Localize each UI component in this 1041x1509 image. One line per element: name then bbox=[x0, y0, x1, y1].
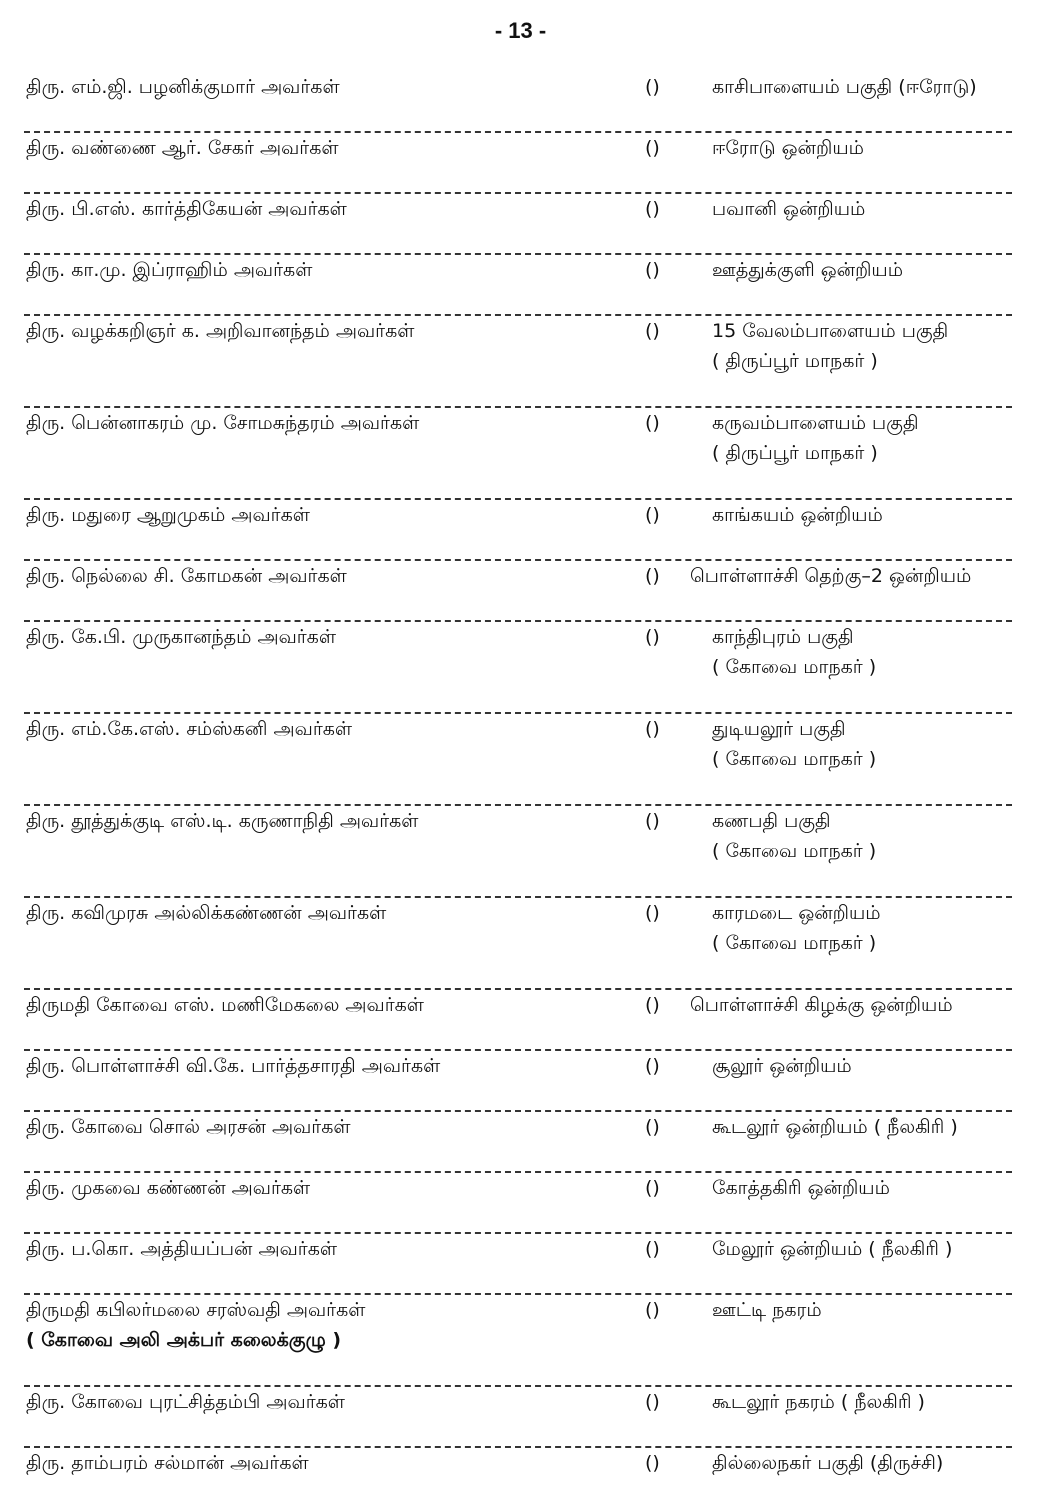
entry-row bbox=[0, 72, 1041, 133]
place-region: ( கோவை மாநகர் ) bbox=[712, 656, 877, 678]
entry-row bbox=[0, 500, 1041, 561]
place-name-text: பொள்ளாச்சி கிழக்கு ஒன்றியம் bbox=[690, 994, 953, 1016]
separator-mark: () bbox=[645, 1452, 660, 1474]
separator-mark: () bbox=[645, 1116, 660, 1138]
person-name bbox=[26, 1295, 365, 1355]
place-name-text: காசிபாளையம் பகுதி (ஈரோடு) bbox=[712, 76, 977, 98]
person-name bbox=[26, 1112, 351, 1142]
entry-row bbox=[0, 194, 1041, 255]
place-name bbox=[712, 72, 977, 102]
separator-mark: () bbox=[645, 902, 660, 924]
separator-mark: () bbox=[645, 1055, 660, 1077]
person-name-text: திரு. எம்.ஜி. பழனிக்குமார் அவர்கள் bbox=[26, 76, 340, 98]
place-name bbox=[690, 990, 953, 1020]
person-name-text: திருமதி கபிலர்மலை சரஸ்வதி அவர்கள் bbox=[26, 1299, 366, 1321]
separator-mark: () bbox=[645, 412, 660, 434]
page-number: - 13 - bbox=[494, 18, 547, 43]
entry-row bbox=[0, 133, 1041, 194]
entry-row bbox=[0, 1051, 1041, 1112]
person-name-text: திரு. நெல்லை சி. கோமகன் அவர்கள் bbox=[26, 565, 347, 587]
person-name bbox=[26, 316, 414, 346]
person-name-text: திரு. மதுரை ஆறுமுகம் அவர்கள் bbox=[26, 504, 310, 526]
place-name-text: மேலூர் ஒன்றியம் ( நீலகிரி ) bbox=[712, 1238, 953, 1260]
place-name bbox=[712, 622, 876, 682]
entry-row bbox=[0, 1448, 1041, 1509]
entry-row bbox=[0, 561, 1041, 622]
person-name bbox=[26, 408, 419, 438]
person-name-text: திரு. கோவை புரட்சித்தம்பி அவர்கள் bbox=[26, 1391, 345, 1413]
place-name-text: பொள்ளாச்சி தெற்கு–2 ஒன்றியம் bbox=[690, 565, 972, 587]
place-name bbox=[712, 133, 864, 163]
person-name-text: திரு. வண்ணை ஆர். சேகர் அவர்கள் bbox=[26, 137, 339, 159]
place-name-text: ஊத்துக்குளி ஒன்றியம் bbox=[712, 259, 904, 281]
separator-mark: () bbox=[645, 504, 660, 526]
place-region: ( கோவை மாநகர் ) bbox=[712, 840, 877, 862]
place-name bbox=[712, 500, 883, 530]
person-name bbox=[26, 133, 339, 163]
place-name-text: காங்கயம் ஒன்றியம் bbox=[712, 504, 883, 526]
place-region: ( கோவை மாநகர் ) bbox=[712, 748, 877, 770]
place-name bbox=[712, 1173, 890, 1203]
place-region: ( திருப்பூர் மாநகர் ) bbox=[712, 442, 878, 464]
separator-mark: () bbox=[645, 1391, 660, 1413]
person-name-text: திரு. பொள்ளாச்சி வி.கே. பார்த்தசாரதி அவர்கள் bbox=[26, 1055, 441, 1077]
person-name-text: திரு. வழக்கறிஞர் க. அறிவானந்தம் அவர்கள் bbox=[26, 320, 415, 342]
person-name bbox=[26, 72, 340, 102]
separator-mark: () bbox=[645, 565, 660, 587]
separator-mark: () bbox=[645, 810, 660, 832]
place-name-text: கூடலூர் நகரம் ( நீலகிரி ) bbox=[712, 1391, 925, 1413]
place-name bbox=[712, 1112, 958, 1142]
place-name bbox=[712, 408, 919, 468]
entry-row bbox=[0, 316, 1041, 408]
separator-mark: () bbox=[645, 994, 660, 1016]
person-name-text: திரு. தாம்பரம் சல்மான் அவர்கள் bbox=[26, 1452, 309, 1474]
place-region: ( திருப்பூர் மாநகர் ) bbox=[712, 350, 878, 372]
place-name-text: கூடலூர் ஒன்றியம் ( நீலகிரி ) bbox=[712, 1116, 958, 1138]
person-name-text: திரு. கா.மு. இப்ராஹிம் அவர்கள் bbox=[26, 259, 313, 281]
place-name-text: கருவம்பாளையம் பகுதி bbox=[712, 412, 919, 434]
person-name-text: திரு. கவிமுரசு அல்லிக்கண்ணன் அவர்கள் bbox=[26, 902, 387, 924]
separator-mark: () bbox=[645, 1238, 660, 1260]
place-name-text: ஈரோடு ஒன்றியம் bbox=[712, 137, 864, 159]
entry-row bbox=[0, 1387, 1041, 1448]
person-name bbox=[26, 1234, 337, 1264]
person-name bbox=[26, 255, 312, 285]
place-name bbox=[712, 714, 876, 774]
place-name bbox=[712, 898, 881, 958]
place-region: ( கோவை மாநகர் ) bbox=[712, 932, 877, 954]
person-name bbox=[26, 1173, 310, 1203]
place-name bbox=[712, 316, 948, 376]
place-name bbox=[712, 1295, 822, 1325]
person-name bbox=[26, 990, 424, 1020]
person-name bbox=[26, 1387, 345, 1417]
place-name bbox=[712, 1051, 852, 1081]
person-name bbox=[26, 898, 386, 928]
person-name-text: திரு. ப.கொ. அத்தியப்பன் அவர்கள் bbox=[26, 1238, 337, 1260]
separator-mark: () bbox=[645, 198, 660, 220]
person-name bbox=[26, 194, 347, 224]
place-name bbox=[712, 1387, 925, 1417]
entry-row bbox=[0, 1234, 1041, 1295]
entry-row bbox=[0, 714, 1041, 806]
separator-mark: () bbox=[645, 259, 660, 281]
person-name bbox=[26, 714, 352, 744]
entry-row bbox=[0, 990, 1041, 1051]
place-name bbox=[690, 561, 971, 591]
person-name-text: திரு. கோவை சொல் அரசன் அவர்கள் bbox=[26, 1116, 351, 1138]
entry-row bbox=[0, 806, 1041, 898]
place-name-text: கணபதி பகுதி bbox=[712, 810, 831, 832]
place-name-text: பவானி ஒன்றியம் bbox=[712, 198, 866, 220]
person-name-text: திரு. கே.பி. முருகானந்தம் அவர்கள் bbox=[26, 626, 336, 648]
separator-mark: () bbox=[645, 718, 660, 740]
separator-mark: () bbox=[645, 1177, 660, 1199]
place-name-text: துடியலூர் பகுதி bbox=[712, 718, 846, 740]
entry-row bbox=[0, 898, 1041, 990]
place-name-text: தில்லைநகர் பகுதி (திருச்சி) bbox=[712, 1452, 944, 1474]
entry-row bbox=[0, 408, 1041, 500]
separator-mark: () bbox=[645, 1299, 660, 1321]
place-name bbox=[712, 1448, 943, 1478]
person-name bbox=[26, 561, 347, 591]
place-name bbox=[712, 194, 865, 224]
separator-mark: () bbox=[645, 137, 660, 159]
person-name bbox=[26, 500, 310, 530]
entry-row bbox=[0, 1173, 1041, 1234]
place-name-text: காந்திபுரம் பகுதி bbox=[712, 626, 854, 648]
place-name-text: சூலூர் ஒன்றியம் bbox=[712, 1055, 852, 1077]
entry-list bbox=[0, 72, 1041, 1509]
person-name bbox=[26, 806, 418, 836]
entry-row bbox=[0, 1112, 1041, 1173]
person-name-text: திரு. பி.எஸ். கார்த்திகேயன் அவர்கள் bbox=[26, 198, 347, 220]
person-name-text: திரு. தூத்துக்குடி எஸ்.டி. கருணாநிதி அவர்கள் bbox=[26, 810, 419, 832]
place-name-text: ஊட்டி நகரம் bbox=[712, 1299, 822, 1321]
person-name-note: ( கோவை அலி அக்பர் கலைக்குழு ) bbox=[26, 1329, 342, 1351]
person-name-text: திருமதி கோவை எஸ். மணிமேகலை அவர்கள் bbox=[26, 994, 424, 1016]
place-name bbox=[712, 806, 876, 866]
place-name-text: 15 வேலம்பாளையம் பகுதி bbox=[712, 320, 949, 342]
place-name bbox=[712, 255, 903, 285]
person-name bbox=[26, 1448, 309, 1478]
place-name bbox=[712, 1234, 952, 1264]
person-name bbox=[26, 1051, 440, 1081]
separator-mark: () bbox=[645, 320, 660, 342]
entry-row bbox=[0, 1295, 1041, 1387]
entry-row bbox=[0, 622, 1041, 714]
entry-row bbox=[0, 255, 1041, 316]
person-name-text: திரு. எம்.கே.எஸ். சம்ஸ்கனி அவர்கள் bbox=[26, 718, 353, 740]
separator-mark: () bbox=[645, 626, 660, 648]
person-name-text: திரு. முகவை கண்ணன் அவர்கள் bbox=[26, 1177, 311, 1199]
person-name bbox=[26, 622, 336, 652]
place-name-text: கோத்தகிரி ஒன்றியம் bbox=[712, 1177, 890, 1199]
separator-mark: () bbox=[645, 76, 660, 98]
place-name-text: காரமடை ஒன்றியம் bbox=[712, 902, 881, 924]
person-name-text: திரு. பென்னாகரம் மு. சோமசுந்தரம் அவர்கள் bbox=[26, 412, 420, 434]
